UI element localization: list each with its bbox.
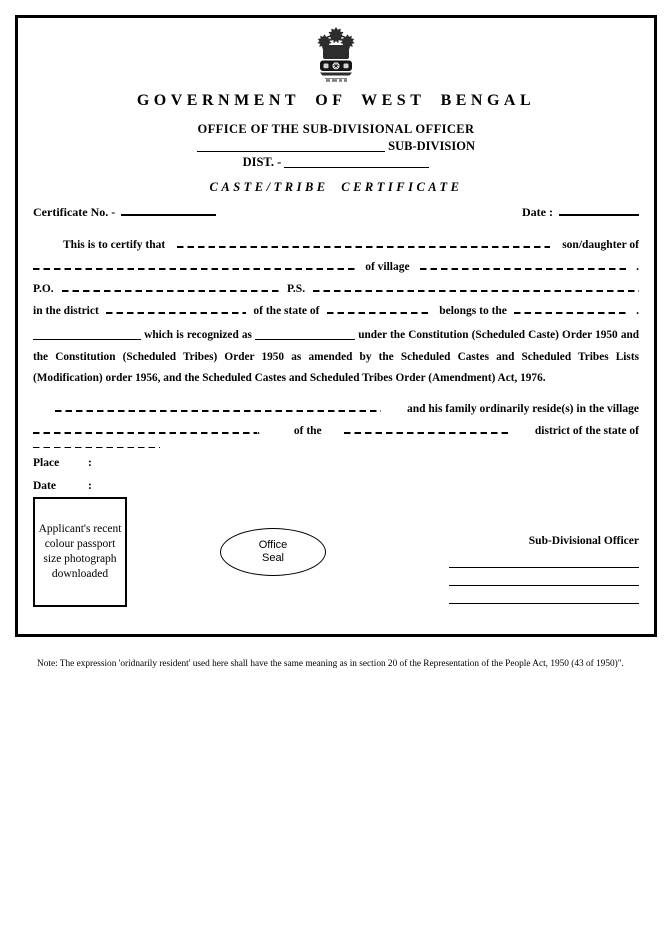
period: . bbox=[257, 424, 260, 437]
category-blank bbox=[255, 339, 355, 340]
father-name-blank bbox=[33, 268, 355, 270]
signature-line bbox=[449, 567, 639, 568]
village-blank bbox=[420, 268, 627, 270]
son-daughter-label: son/daughter of bbox=[562, 239, 639, 251]
ps-label: P.S. bbox=[286, 283, 306, 295]
name-blank bbox=[177, 246, 550, 248]
district-header-line bbox=[33, 155, 639, 169]
certificate-no-label: Certificate No. - bbox=[33, 205, 116, 219]
resides-line-1 bbox=[33, 402, 639, 416]
resident-name-blank bbox=[55, 410, 381, 412]
district-blank bbox=[284, 167, 429, 168]
in-district-label: in the district bbox=[33, 305, 99, 317]
date-colon: : bbox=[88, 479, 92, 492]
certificate-no-group bbox=[33, 205, 216, 219]
district-of-state-label: district of the state of bbox=[534, 424, 639, 437]
ps-blank bbox=[313, 290, 639, 292]
date-line bbox=[33, 479, 639, 493]
community-blank bbox=[33, 339, 141, 340]
national-emblem-icon bbox=[313, 25, 359, 85]
date-group bbox=[522, 205, 639, 219]
district-state-line bbox=[33, 304, 639, 318]
signature-line bbox=[449, 585, 639, 586]
recognized-as-label: which is recognized as bbox=[144, 329, 252, 341]
subdivision-label: SUB-DIVISION bbox=[388, 139, 475, 153]
period: . bbox=[636, 261, 639, 273]
residence-village-blank bbox=[33, 432, 257, 434]
footnote: Note: The expression 'oridnarily resident' used here shall have the same meaning as in section 20 of the Representation of the People Act, 1950 (43 of 1950)". bbox=[37, 659, 624, 669]
office-line: OFFICE OF THE SUB-DIVISIONAL OFFICER bbox=[197, 122, 475, 136]
district-label: DIST. - bbox=[242, 155, 282, 169]
belongs-label: belongs to the bbox=[439, 305, 507, 317]
po-ps-line bbox=[33, 282, 639, 296]
photo-box-text: Applicant's recent colour passport size photograph downloaded bbox=[38, 522, 122, 580]
emblem-container bbox=[33, 25, 639, 85]
of-the-label: of the bbox=[293, 424, 322, 437]
motto-script bbox=[325, 78, 347, 82]
subdivision-line bbox=[33, 139, 639, 153]
reside-clause: and his family ordinarily reside(s) in the village bbox=[406, 402, 639, 415]
residence-state-blank bbox=[33, 447, 160, 449]
office-seal-text: Office Seal bbox=[258, 538, 288, 564]
signature-block bbox=[33, 495, 639, 613]
place-colon: : bbox=[88, 456, 92, 469]
po-label: P.O. bbox=[33, 283, 54, 295]
of-village-label: of village bbox=[365, 261, 410, 273]
photo-box bbox=[33, 497, 127, 607]
officer-title: Sub-Divisional Officer bbox=[528, 534, 639, 547]
certify-line bbox=[33, 238, 639, 252]
date-footer-label: Date bbox=[33, 479, 56, 492]
place-label: Place bbox=[33, 456, 60, 469]
caste-blank bbox=[514, 312, 629, 314]
village-line bbox=[33, 260, 639, 274]
district-name-blank bbox=[106, 312, 247, 314]
residence-district-blank bbox=[344, 432, 509, 434]
constitution-clause: under the Constitution (Scheduled Caste) Order 1950 and the Constitution (Scheduled Tribes) Order 1950 as amended by the Scheduled Castes and Scheduled Tribes Lists (Modification) order 1956, and the Scheduled Castes and Scheduled Tribes Order (Amendment) Act, 1976. bbox=[33, 329, 640, 384]
resides-line-2 bbox=[33, 424, 639, 438]
state-blank bbox=[327, 312, 433, 314]
meta-row bbox=[33, 205, 639, 219]
certify-prefix: This is to certify that bbox=[63, 239, 166, 251]
of-state-label: of the state of bbox=[253, 305, 320, 317]
place-line bbox=[33, 456, 639, 470]
signature-line bbox=[449, 603, 639, 604]
date-blank bbox=[559, 214, 639, 216]
subdivision-blank bbox=[197, 151, 385, 152]
po-blank bbox=[62, 290, 279, 292]
period: . bbox=[636, 305, 639, 317]
date-label: Date : bbox=[522, 205, 553, 219]
certificate-border bbox=[15, 15, 657, 637]
certificate-title: CASTE/TRIBE CERTIFICATE bbox=[209, 180, 463, 194]
certificate-no-blank bbox=[121, 214, 216, 216]
officer-signature-area bbox=[449, 535, 639, 604]
office-seal bbox=[220, 528, 326, 576]
constitution-paragraph bbox=[33, 325, 639, 390]
government-title: GOVERNMENT OF WEST BENGAL bbox=[136, 92, 536, 109]
